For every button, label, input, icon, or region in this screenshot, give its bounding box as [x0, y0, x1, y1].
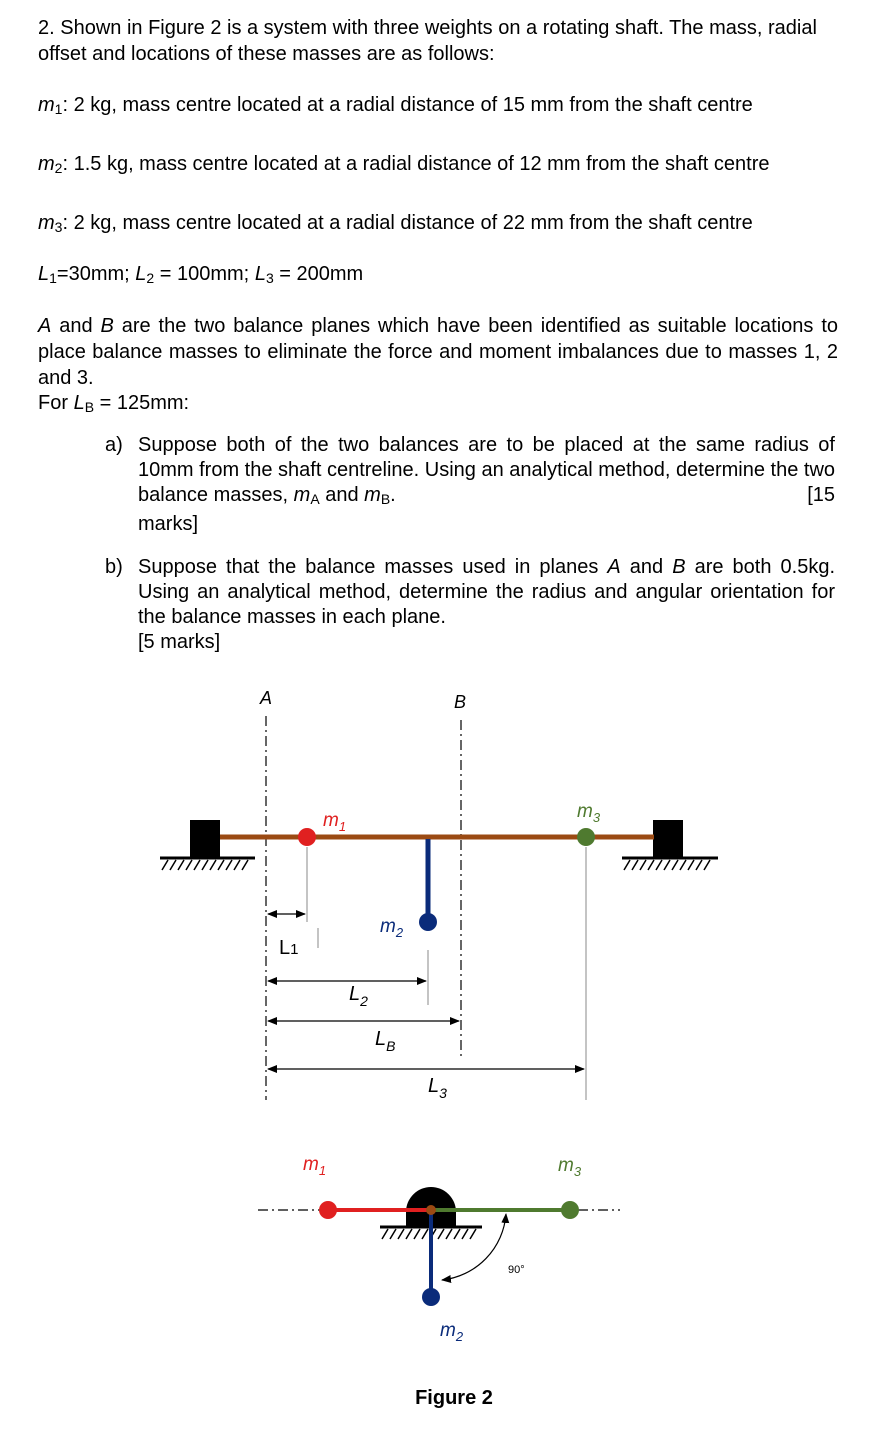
- m1-label: $m_1$: [323, 810, 347, 834]
- l3-value: = 200mm: [273, 263, 364, 285]
- part-b-plane-b: B: [672, 556, 686, 578]
- part-a-label: a): [105, 434, 123, 456]
- l1-value: =30mm;: [56, 263, 136, 285]
- l2-value: = 100mm;: [154, 263, 255, 285]
- question-intro: 2. Shown in Figure 2 is a system with three weights on a rotating shaft. The mass, radial offset and locations of these masses are as follows:: [38, 17, 817, 65]
- mass-2: [419, 913, 437, 931]
- for-prefix: For: [38, 392, 74, 414]
- l2-label: $L_2$: [349, 983, 368, 1009]
- end-m3-label: $m_3$: [558, 1155, 582, 1179]
- l3-label: $L_3$: [428, 1075, 447, 1101]
- mass-3: [577, 828, 595, 846]
- end-m2-label: $m_2$: [440, 1320, 464, 1344]
- plane-a-label: A: [259, 688, 273, 708]
- end-view: [258, 1187, 620, 1306]
- part-b-and: and: [620, 556, 673, 578]
- l1-symbol: L: [38, 263, 50, 285]
- end-view-shaft: [426, 1205, 436, 1215]
- part-a-marks-close: marks]: [138, 513, 198, 535]
- part-b-label: b): [105, 556, 123, 578]
- figure-caption: Figure 2: [415, 1387, 493, 1409]
- right-bearing: [622, 820, 718, 870]
- m2-symbol: m: [38, 153, 55, 175]
- lb-index: B: [84, 399, 95, 415]
- mb-symbol: m: [364, 484, 381, 506]
- m1-symbol: m: [38, 94, 55, 116]
- part-a-marks-open: [15: [807, 484, 835, 506]
- plane-b-label: B: [453, 692, 467, 712]
- and-text: and: [51, 315, 101, 337]
- m1-description: : 2 kg, mass centre located at a radial distance of 15 mm from the shaft centre: [62, 94, 753, 116]
- lb-label: $L_B$: [375, 1028, 396, 1054]
- angle-label: 90°: [508, 1264, 525, 1276]
- l3-symbol: L: [254, 263, 266, 285]
- part-b-plane-a: A: [607, 556, 621, 578]
- l3-index: 3: [265, 270, 274, 286]
- m3-index: 3: [54, 219, 63, 235]
- lb-symbol: L: [73, 392, 85, 414]
- ma-index: A: [310, 491, 320, 507]
- l1-label: L1: [279, 937, 299, 959]
- l1-index: 1: [49, 270, 57, 286]
- planes-description: are the two balance planes which have been identified as suitable locations to place balance masses to eliminate the force and moment imbalances due to masses 1, 2 and 3.: [38, 315, 838, 389]
- end-view-mass-3: [561, 1201, 579, 1219]
- plane-a-ref: A: [38, 315, 52, 337]
- end-m1-label: $m_1$: [303, 1154, 327, 1178]
- mass-1: [298, 828, 316, 846]
- m1-index: 1: [54, 101, 63, 117]
- plane-b-ref: B: [100, 315, 114, 337]
- part-b-text-2: are both 0.5kg. Using an analytical method, determine the radius and angular orientation for the balance masses in each plane.: [138, 556, 836, 628]
- m2-description: : 1.5 kg, mass centre located at a radial distance of 12 mm from the shaft centre: [62, 153, 770, 175]
- end-view-mass-1: [319, 1201, 337, 1219]
- part-b-text-1: Suppose that the balance masses used in planes: [138, 556, 608, 578]
- ma-symbol: m: [293, 484, 311, 506]
- part-b-marks: [5 marks]: [138, 631, 221, 653]
- m3-description: : 2 kg, mass centre located at a radial distance of 22 mm from the shaft centre: [62, 212, 753, 234]
- m2-index: 2: [54, 160, 63, 176]
- part-a-text: Suppose both of the two balances are to be placed at the same radius of 10mm from the shaft centreline. Using an analytical method, determine the two balance masses,: [138, 434, 836, 506]
- l2-index: 2: [146, 270, 155, 286]
- m3-label: $m_3$: [577, 801, 601, 825]
- part-a-and: and: [319, 484, 365, 506]
- part-a-end: .: [390, 484, 396, 506]
- l2-symbol: L: [135, 263, 147, 285]
- left-bearing: [160, 820, 255, 870]
- m3-symbol: m: [38, 212, 55, 234]
- m2-label: $m_2$: [380, 916, 404, 940]
- mb-index: B: [380, 491, 391, 507]
- lb-value: = 125mm:: [94, 392, 190, 414]
- end-view-mass-2: [422, 1288, 440, 1306]
